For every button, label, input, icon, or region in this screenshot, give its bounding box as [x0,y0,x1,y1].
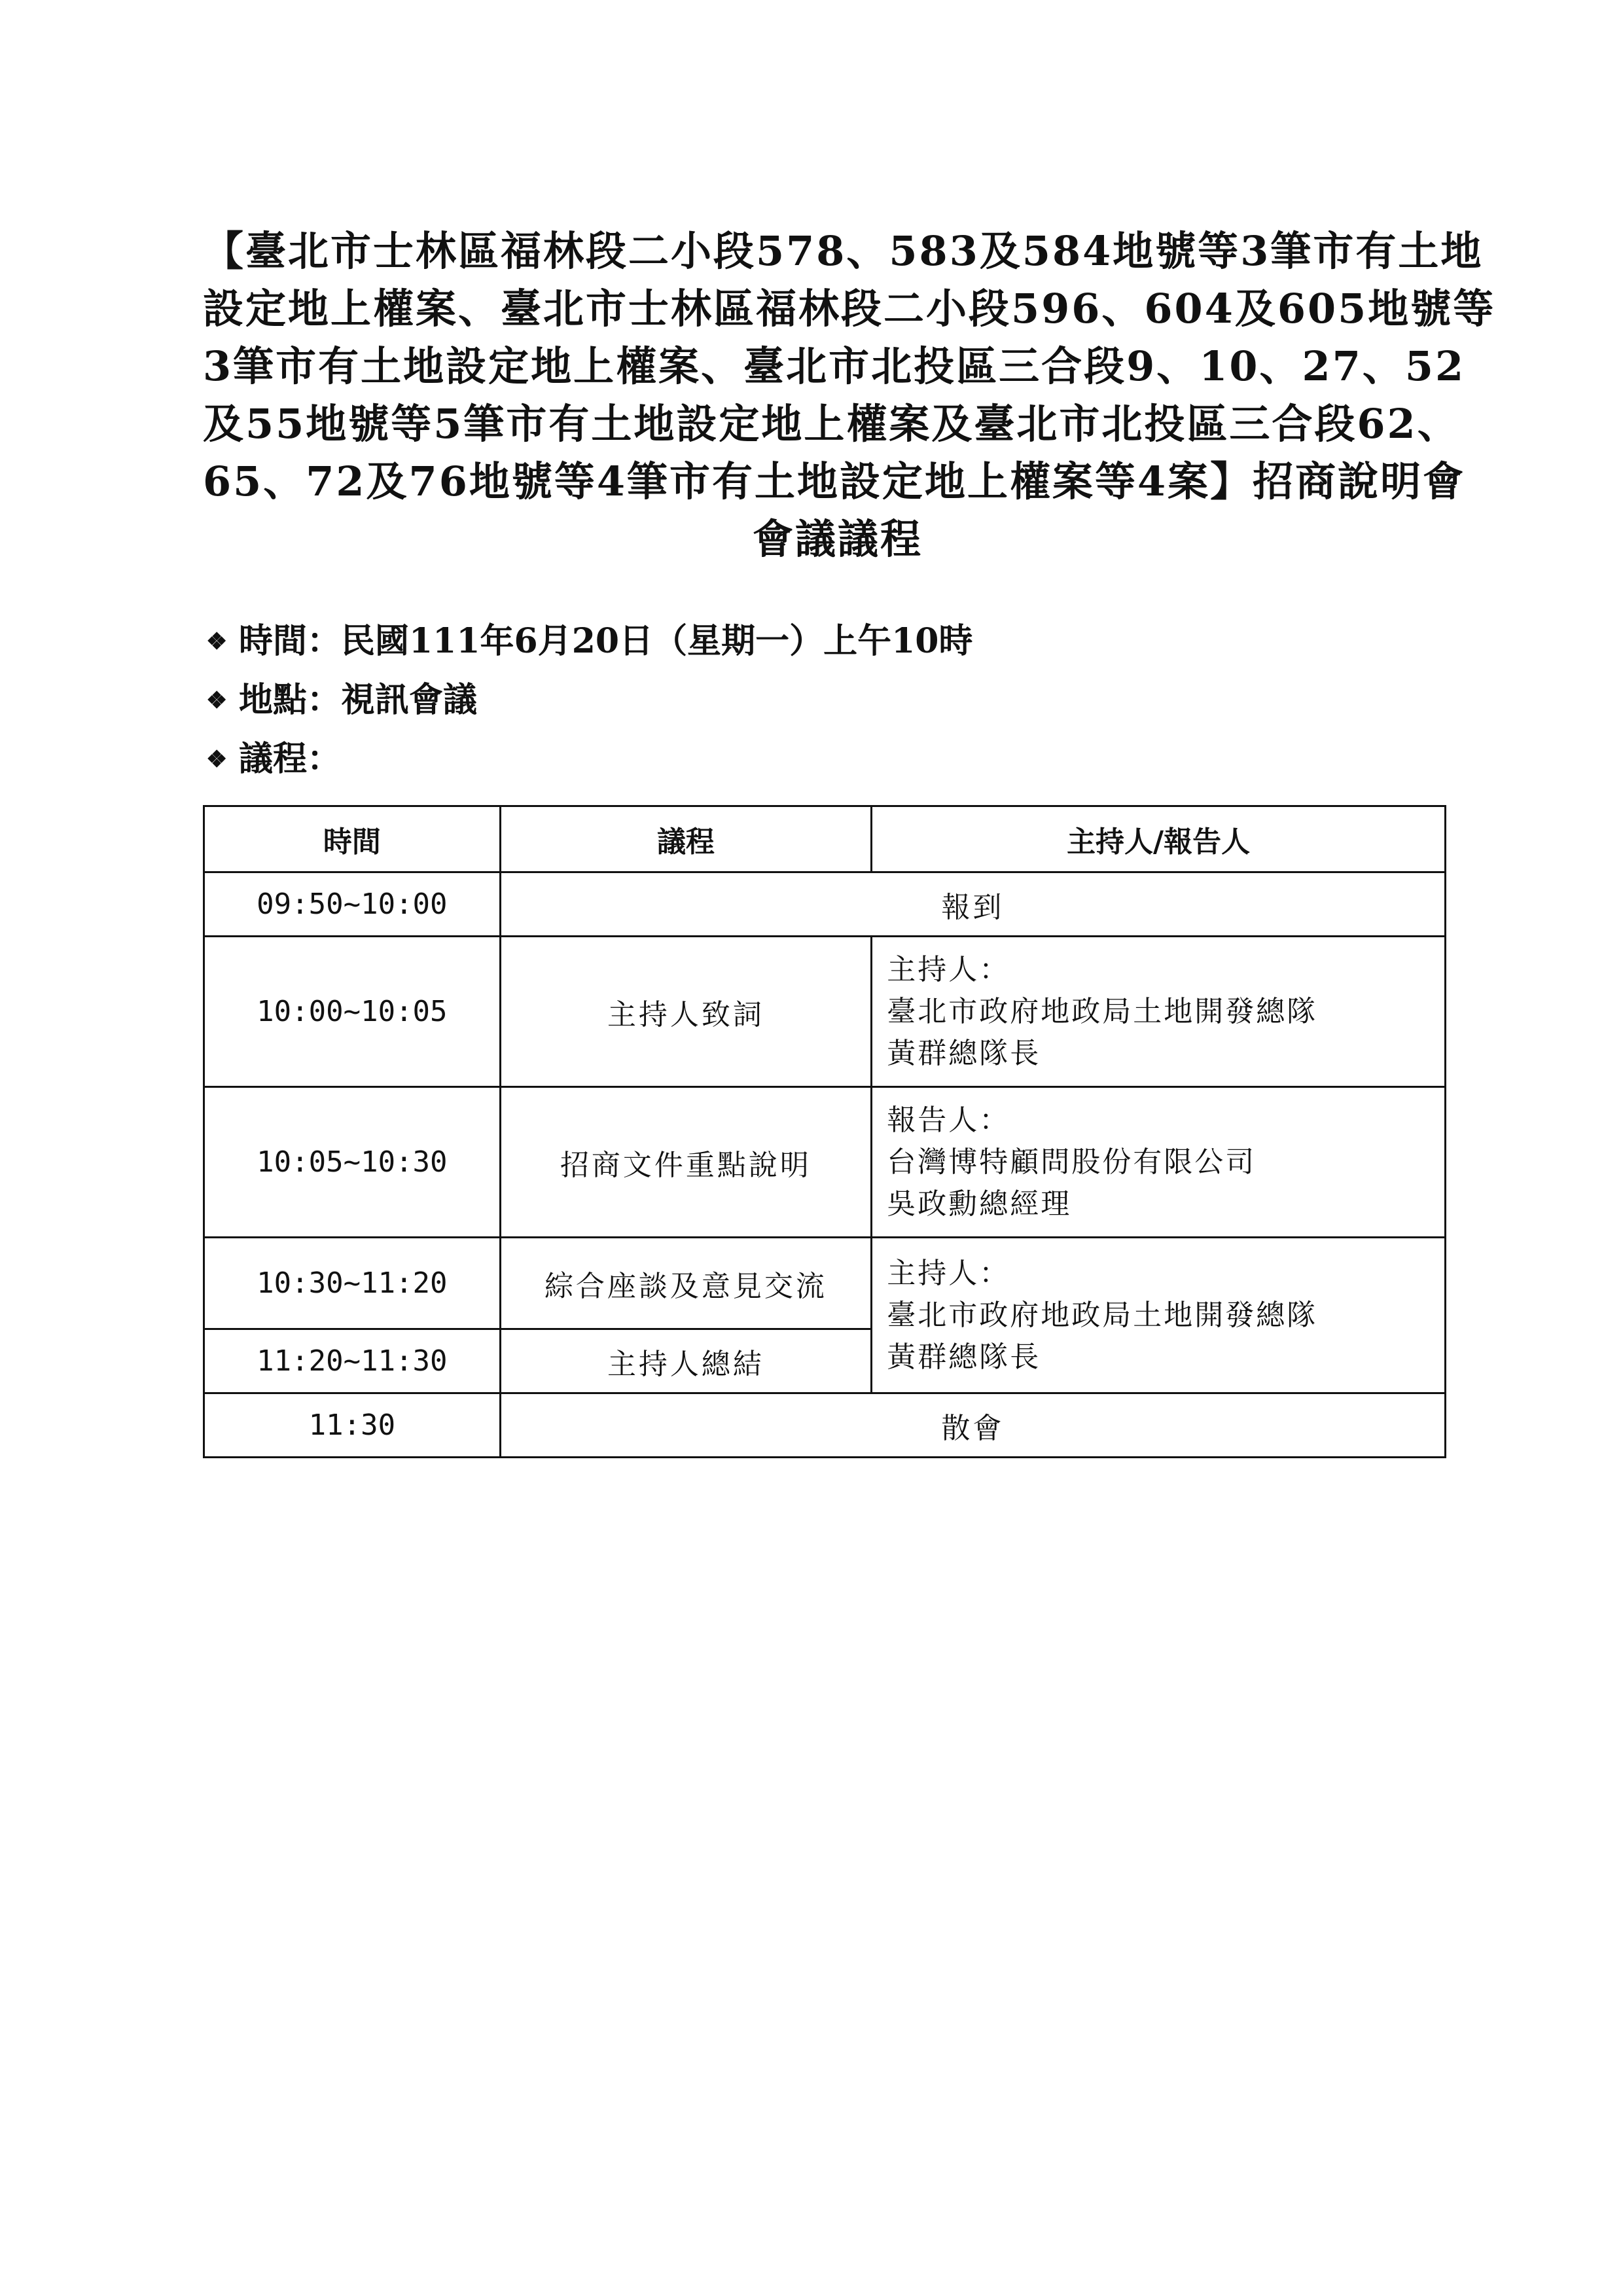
host-organization: 臺北市政府地政局土地開發總隊 [887,1298,1318,1332]
agenda-table [203,805,1446,1458]
table-row [204,872,1446,937]
row-host [872,1087,1446,1238]
row-host [872,937,1446,1087]
host-person: 黃群總隊長 [887,1036,1041,1070]
row-time: 11:20~11:30 [204,1329,501,1393]
meeting-place: 地點：視訊會議 [239,680,478,720]
document-title [203,223,1496,568]
table-header-row [204,806,1446,872]
agenda-label: 議程： [239,739,342,779]
row-item: 主持人總結 [500,1329,872,1393]
header-host: 主持人/報告人 [872,806,1446,872]
row-time: 10:30~11:20 [204,1238,501,1329]
row-time: 10:05~10:30 [204,1087,501,1238]
diamond-bullet-icon: ❖ [206,628,228,655]
host-role: 主持人： [887,952,1010,986]
title-line-1: 【臺北市士林區福林段二小段578、583及584地號等3筆市有土地 [203,227,1484,275]
table-row [204,1087,1446,1238]
title-line-2: 設定地上權案、臺北市士林區福林段二小段596、604及605地號等 [203,285,1496,332]
info-agenda [206,730,1450,789]
meeting-time: 時間：民國111年6月20日（星期一）上午10時 [239,621,973,661]
host-organization: 台灣博特顧問股份有限公司 [887,1145,1257,1179]
row-item: 報到 [500,872,1445,937]
title-line-5: 65、72及76地號等4筆市有土地設定地上權案等4案】招商說明會 [203,457,1466,505]
title-line-3: 3筆市有土地設定地上權案、臺北市北投區三合段9、10、27、52 [203,342,1466,390]
row-time: 11:30 [204,1393,501,1458]
header-time: 時間 [204,806,501,872]
title-line-4: 及55地號等5筆市有土地設定地上權案及臺北市北投區三合段62、 [203,400,1460,448]
info-time [206,612,1450,671]
table-row [204,1393,1446,1458]
host-organization: 臺北市政府地政局土地開發總隊 [887,994,1318,1028]
row-item: 主持人致詞 [500,937,872,1087]
row-host [872,1238,1446,1393]
host-role: 主持人： [887,1256,1010,1290]
row-item: 綜合座談及意見交流 [500,1238,872,1329]
row-time: 09:50~10:00 [204,872,501,937]
table-row [204,1238,1446,1329]
host-person: 黃群總隊長 [887,1340,1041,1374]
table-row [204,937,1446,1087]
host-person: 吳政勳總經理 [887,1187,1072,1221]
info-place [206,671,1450,730]
row-time: 10:00~10:05 [204,937,501,1087]
diamond-bullet-icon: ❖ [206,745,228,773]
row-item: 招商文件重點說明 [500,1087,872,1238]
header-agenda: 議程 [500,806,872,872]
document-subtitle: 會議議程 [752,515,923,563]
diamond-bullet-icon: ❖ [206,687,228,714]
meeting-info [206,612,1450,789]
host-role: 報告人： [887,1103,1010,1137]
row-item: 散會 [500,1393,1445,1458]
